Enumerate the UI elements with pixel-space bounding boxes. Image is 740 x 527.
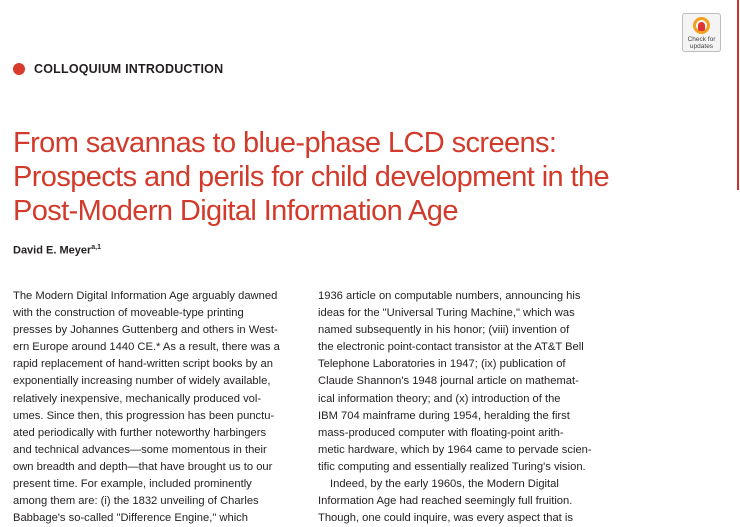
body-line: ern Europe around 1440 CE.* As a result, there was a <box>13 341 280 354</box>
body-column-left <box>13 288 299 527</box>
side-rule <box>737 0 739 190</box>
author-affiliation: a,1 <box>91 244 101 251</box>
crossmark-icon <box>693 17 710 34</box>
body-line: named subsequently in his honor; (viii) invention of <box>318 324 570 337</box>
body-line: Though, one could inquire, was every aspect that is <box>318 512 573 525</box>
body-line: presses by Johannes Guttenberg and others in West- <box>13 324 278 337</box>
body-line: relatively inexpensive, mechanically produced vol- <box>13 392 262 405</box>
check-for-updates-badge[interactable] <box>682 13 721 52</box>
section-label-text: COLLOQUIUM INTRODUCTION <box>34 62 224 76</box>
title-line: From savannas to blue-phase LCD screens: <box>13 127 557 159</box>
body-line: with the construction of moveable-type printing <box>13 307 244 320</box>
body-line: ated periodically with further noteworthy harbingers <box>13 426 267 439</box>
body-line: mass-produced computer with floating-point arith- <box>318 426 564 439</box>
body-line: ical information theory; and (x) introduction of the <box>318 392 561 405</box>
body-line: The Modern Digital Information Age arguably dawned <box>13 290 278 302</box>
body-line: 1936 article on computable numbers, announcing his <box>318 290 581 302</box>
body-line: exponentially increasing number of widely available, <box>13 375 271 388</box>
author-name: David E. Meyer <box>13 244 92 257</box>
body-line: Telephone Laboratories in 1947; (ix) publication of <box>318 358 566 371</box>
speech-bubble-icon <box>13 63 25 75</box>
body-line: the electronic point-contact transistor at the AT&T Bell <box>318 341 584 354</box>
body-line: present time. For example, included prominently <box>13 478 252 491</box>
badge-text: Check for updates <box>687 36 716 50</box>
body-column-right <box>318 288 604 527</box>
body-line: among them are: (i) the 1832 unveiling of Charles <box>13 495 259 508</box>
body-line: IBM 704 mainframe during 1954, heralding the first <box>318 409 570 422</box>
article-title <box>13 126 733 228</box>
body-line: tific computing and essentially realized Turing's vision. <box>318 460 586 473</box>
body-line: Indeed, by the early 1960s, the Modern Digital <box>330 478 559 491</box>
body-line: umes. Since then, this progression has been punctu- <box>13 409 275 422</box>
body-line: and technical advances—some momentous in their <box>13 443 267 456</box>
section-label <box>13 62 223 76</box>
body-line: Babbage's so-called "Difference Engine," which <box>13 512 249 525</box>
title-line: Prospects and perils for child development in the <box>13 161 610 193</box>
body-line: metic hardware, which by 1964 came to pervade scien- <box>318 443 592 456</box>
body-line: Information Age had reached seemingly full fruition. <box>318 495 573 508</box>
body-line: rapid replacement of hand-written script books by an <box>13 358 273 371</box>
title-line: Post-Modern Digital Information Age <box>13 195 458 227</box>
author-line[interactable] <box>13 244 101 257</box>
body-line: ideas for the "Universal Turing Machine," which was <box>318 307 575 320</box>
body-line: own breadth and depth—that have brought us to our <box>13 460 273 473</box>
body-line: Claude Shannon's 1948 journal article on mathemat- <box>318 375 579 388</box>
